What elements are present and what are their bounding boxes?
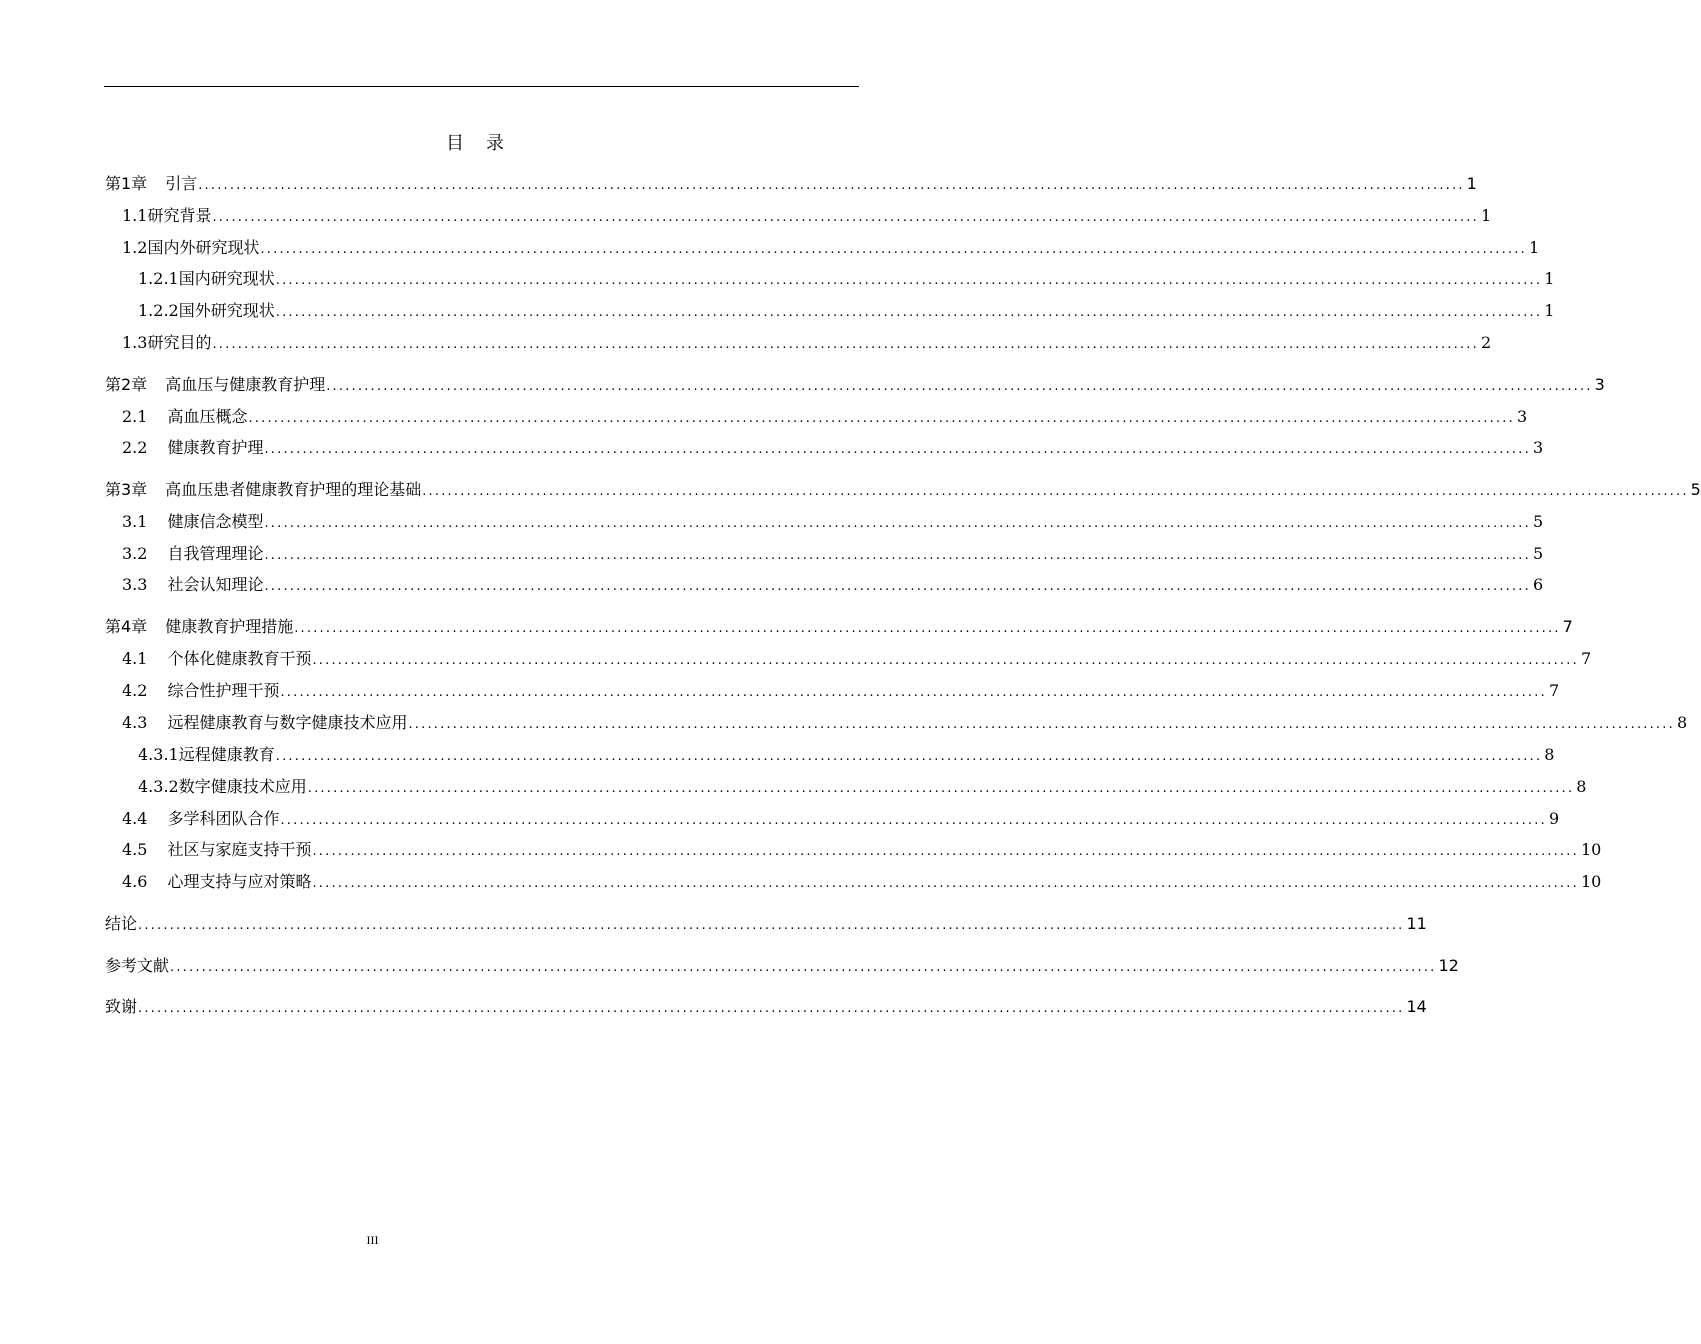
toc-dot-leader: ........................................................................................................................................................................................................ — [138, 1001, 1405, 1016]
toc-entry[interactable] — [105, 172, 1477, 196]
toc-entry-label — [122, 204, 211, 228]
toc-entry-page: 12 — [1438, 956, 1459, 975]
toc-entry-label — [122, 711, 407, 735]
toc-entry-label — [122, 510, 263, 534]
toc-dot-leader: ........................................................................................................................................................................................................ — [307, 781, 1575, 796]
toc-dot-leader: ........................................................................................................................................................................................................ — [198, 178, 1465, 193]
toc-entry-page: 8 — [1676, 713, 1688, 732]
toc-entry[interactable] — [138, 743, 1555, 767]
toc-dot-leader: ........................................................................................................................................................................................................ — [264, 579, 1531, 594]
toc-entry[interactable] — [122, 711, 1688, 735]
toc-entry-label — [122, 331, 211, 355]
toc-entry-title: 研究背景 — [147, 206, 212, 225]
header-rule — [104, 86, 859, 87]
toc-entry-title: 结论 — [105, 914, 138, 933]
toc-entry-label — [105, 995, 137, 1019]
toc-entry-title: 研究目的 — [147, 333, 212, 352]
toc-entry-number: 1.2.2 — [138, 301, 179, 320]
toc-dot-leader: ........................................................................................................................................................................................................ — [248, 411, 1515, 426]
toc-dot-leader: ........................................................................................................................................................................................................ — [312, 876, 1579, 891]
toc-entry[interactable] — [105, 995, 1427, 1019]
toc-entry-title: 社会认知理论 — [167, 575, 264, 594]
toc-entry[interactable] — [122, 838, 1602, 862]
toc-entry-title: 高血压与健康教育护理 — [165, 375, 326, 394]
toc-entry[interactable] — [122, 405, 1528, 429]
toc-entry-label — [138, 775, 307, 799]
toc-title — [0, 129, 950, 155]
toc-entry[interactable] — [122, 573, 1544, 597]
toc-dot-leader: ........................................................................................................................................................................................................ — [264, 442, 1531, 457]
toc-entry[interactable] — [122, 236, 1540, 260]
toc-entry-label — [138, 299, 275, 323]
toc-entry[interactable] — [138, 299, 1555, 323]
toc-entry-label — [105, 172, 197, 196]
toc-entry-label — [122, 838, 311, 862]
toc-entry-page: 1 — [1544, 301, 1555, 320]
toc-entry-label — [138, 267, 275, 291]
toc-entry-page: 7 — [1548, 681, 1560, 700]
toc-dot-leader: ........................................................................................................................................................................................................ — [280, 813, 1547, 828]
toc-dot-leader: ........................................................................................................................................................................................................ — [294, 621, 1561, 636]
toc-entry-number: 第1章 — [105, 174, 148, 193]
toc-entry-page: 3 — [1594, 375, 1605, 394]
toc-entry[interactable] — [122, 679, 1560, 703]
toc-entry-page: 6 — [1532, 575, 1544, 594]
toc-entry-label — [138, 743, 275, 767]
toc-entry-title: 远程健康教育与数字健康技术应用 — [167, 713, 408, 732]
toc-dot-leader: ........................................................................................................................................................................................................ — [408, 717, 1675, 732]
toc-entry-label — [122, 870, 311, 894]
toc-entry-page: 8 — [1544, 745, 1555, 764]
toc-entry-title: 健康教育护理 — [167, 438, 264, 457]
toc-entry-number: 1.2.1 — [138, 269, 179, 288]
toc-entry-label — [122, 679, 279, 703]
toc-entry-label — [122, 573, 263, 597]
toc-entry-title: 健康教育护理措施 — [165, 617, 294, 636]
toc-entry-number: 4.3.1 — [138, 745, 179, 764]
toc-dot-leader: ........................................................................................................................................................................................................ — [170, 960, 1437, 975]
toc-entry-title: 引言 — [165, 174, 198, 193]
toc-entry-page: 3 — [1516, 407, 1528, 426]
toc-entry-number: 第2章 — [105, 375, 148, 394]
toc-entry-page: 8 — [1576, 777, 1587, 796]
toc-dot-leader: ........................................................................................................................................................................................................ — [280, 685, 1547, 700]
toc-entry-page: 7 — [1580, 649, 1592, 668]
toc-entry-number: 3.2 — [122, 544, 148, 563]
toc-entry-page: 5 — [1690, 480, 1701, 499]
toc-entry-page: 5 — [1532, 544, 1544, 563]
toc-entry-label — [122, 647, 311, 671]
toc-entry-page: 5 — [1532, 512, 1544, 531]
toc-entry-number: 第4章 — [105, 617, 148, 636]
toc-title-char-2: 录 — [486, 133, 504, 154]
toc-entry[interactable] — [138, 775, 1587, 799]
toc-entry-page: 10 — [1580, 840, 1602, 859]
toc-entry-label — [105, 615, 293, 639]
toc-entry-title: 国外研究现状 — [178, 301, 275, 320]
toc-entry[interactable] — [105, 373, 1605, 397]
toc-entry-number: 2.2 — [122, 438, 148, 457]
toc-entry-page: 3 — [1532, 438, 1544, 457]
toc-entry-title: 致谢 — [105, 997, 138, 1016]
toc-entry-title: 高血压概念 — [167, 407, 248, 426]
toc-entry[interactable] — [105, 954, 1459, 978]
toc-entry-title: 高血压患者健康教育护理的理论基础 — [165, 480, 422, 499]
toc-entry[interactable] — [122, 436, 1544, 460]
toc-entry[interactable] — [122, 870, 1602, 894]
toc-entry[interactable] — [122, 510, 1544, 534]
toc-entry-title: 数字健康技术应用 — [178, 777, 307, 796]
toc-entry-number: 第3章 — [105, 480, 148, 499]
toc-entry-number: 4.6 — [122, 872, 148, 891]
toc-entry-title: 多学科团队合作 — [167, 809, 280, 828]
toc-entry-number: 4.3 — [122, 713, 148, 732]
toc-entry-number: 4.4 — [122, 809, 148, 828]
toc-entry-page: 11 — [1406, 914, 1427, 933]
toc-entry-title: 参考文献 — [105, 956, 170, 975]
toc-entry-title: 社区与家庭支持干预 — [167, 840, 312, 859]
toc-entry-title: 国内外研究现状 — [147, 238, 260, 257]
toc-entry-number: 1.3 — [122, 333, 148, 352]
toc-entry-label — [105, 954, 169, 978]
toc-entry-title: 远程健康教育 — [178, 745, 275, 764]
toc-entry-page: 2 — [1480, 333, 1492, 352]
toc-entry-title: 心理支持与应对策略 — [167, 872, 312, 891]
toc-entry-label — [122, 436, 263, 460]
toc-entry-page: 1 — [1480, 206, 1492, 225]
toc-dot-leader: ........................................................................................................................................................................................................ — [212, 337, 1479, 352]
toc-dot-leader: ........................................................................................................................................................................................................ — [264, 516, 1531, 531]
toc-entry-number: 4.2 — [122, 681, 148, 700]
toc-entry[interactable] — [105, 478, 1701, 502]
toc-entry-title: 综合性护理干预 — [167, 681, 280, 700]
toc-dot-leader: ........................................................................................................................................................................................................ — [312, 844, 1579, 859]
toc-entry-number: 4.3.2 — [138, 777, 179, 796]
toc-entry-label — [122, 405, 247, 429]
toc-title-char-1: 目 — [446, 133, 464, 154]
toc-entry[interactable] — [122, 331, 1492, 355]
toc-entry-page: 1 — [1528, 238, 1540, 257]
toc-entry-page: 10 — [1580, 872, 1602, 891]
toc-entry-page: 1 — [1466, 174, 1477, 193]
toc-entry[interactable] — [105, 615, 1573, 639]
toc-entry-label — [122, 807, 279, 831]
toc-entry[interactable] — [122, 542, 1544, 566]
toc-dot-leader: ........................................................................................................................................................................................................ — [312, 653, 1579, 668]
toc-entry[interactable] — [122, 807, 1560, 831]
toc-dot-leader: ........................................................................................................................................................................................................ — [260, 242, 1527, 257]
toc-dot-leader: ........................................................................................................................................................................................................ — [138, 918, 1405, 933]
toc-entry-number: 3.1 — [122, 512, 148, 531]
toc-entry-page: 9 — [1548, 809, 1560, 828]
toc-entry-title: 自我管理理论 — [167, 544, 264, 563]
toc-entry[interactable] — [138, 267, 1555, 291]
toc-entry[interactable] — [122, 204, 1492, 228]
toc-dot-leader: ........................................................................................................................................................................................................ — [275, 273, 1543, 288]
toc-dot-leader: ........................................................................................................................................................................................................ — [264, 548, 1531, 563]
toc-entry-number: 2.1 — [122, 407, 148, 426]
toc-entry-title: 个体化健康教育干预 — [167, 649, 312, 668]
toc-dot-leader: ........................................................................................................................................................................................................ — [275, 305, 1543, 320]
toc-dot-leader: ........................................................................................................................................................................................................ — [275, 749, 1543, 764]
toc-entry-title: 国内研究现状 — [178, 269, 275, 288]
toc-entry-label — [122, 542, 263, 566]
toc-entry-label — [122, 236, 259, 260]
toc-entry-page: 1 — [1544, 269, 1555, 288]
toc-entry-page: 14 — [1406, 997, 1427, 1016]
toc-entry-label — [105, 373, 325, 397]
toc-entry[interactable] — [122, 647, 1592, 671]
toc-entry-number: 4.1 — [122, 649, 148, 668]
toc-entry-title: 健康信念模型 — [167, 512, 264, 531]
toc-entry-page: 7 — [1562, 617, 1573, 636]
toc-dot-leader: ........................................................................................................................................................................................................ — [422, 484, 1689, 499]
footer-page-number: III — [366, 1233, 379, 1247]
toc-entry[interactable] — [105, 912, 1427, 936]
toc-entry-label — [105, 912, 137, 936]
toc-entry-number: 1.2 — [122, 238, 148, 257]
toc-entry-number: 4.5 — [122, 840, 148, 859]
toc-dot-leader: ........................................................................................................................................................................................................ — [212, 210, 1479, 225]
toc-entry-number: 1.1 — [122, 206, 148, 225]
toc-entry-number: 3.3 — [122, 575, 148, 594]
toc-dot-leader: ........................................................................................................................................................................................................ — [326, 379, 1593, 394]
toc-entry-label — [105, 478, 421, 502]
